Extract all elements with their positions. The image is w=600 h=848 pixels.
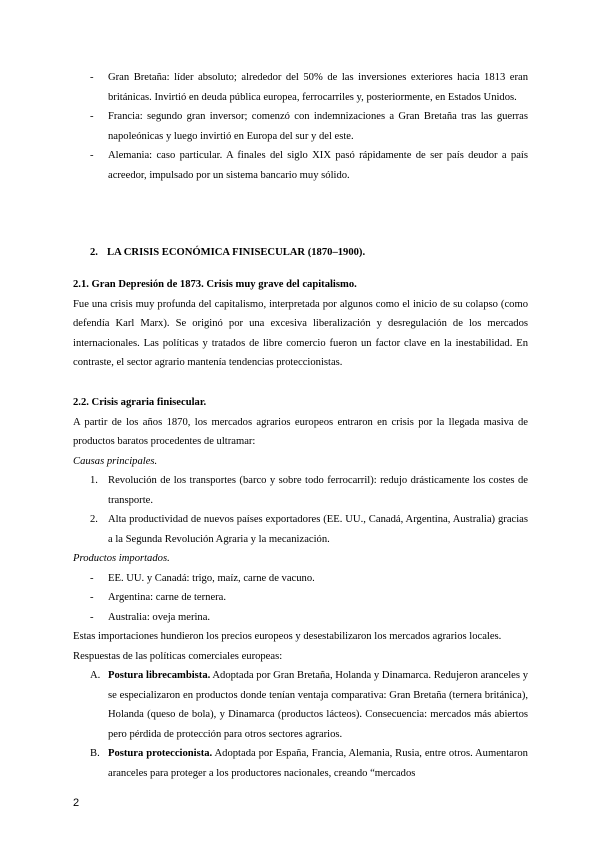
subsection-heading: 2.1. Gran Depresión de 1873. Crisis muy grave del capitalismo.: [73, 279, 357, 290]
list-item: 2. Alta productividad de nuevos países exportadores (EE. UU., Canadá, Argentina, Australia) gracias a la Segunda Revolución Agraria y la mecanización.: [73, 510, 528, 549]
dash-marker: -: [90, 611, 94, 623]
causes-label: Causas principales.: [73, 455, 158, 467]
dash-marker: -: [90, 150, 94, 161]
policy-title: Postura librecambista.: [108, 670, 211, 681]
list-item: A. Postura librecambista. Adoptada por Gran Bretaña, Holanda y Dinamarca. Redujeron aranceles y se especializaron en productos donde tenían ventaja comparativa: Gran Bretaña (ternera británica), Holanda (queso de bola), y Dinamarca (productos lácteos). Consecuencia: mercados más abiertos pero pérdida de protección para otros sectores agrarios.: [73, 666, 528, 744]
list-marker: 1.: [90, 475, 98, 486]
section-title: LA CRISIS ECONÓMICA FINISECULAR (1870–1900).: [107, 247, 366, 258]
list-marker: B.: [90, 748, 100, 759]
list-item: - Australia: oveja merina.: [73, 608, 528, 628]
list-item: - Argentina: carne de ternera.: [73, 588, 528, 608]
products-label: Productos importados.: [73, 553, 170, 564]
section-heading: [90, 243, 365, 262]
list-item: - Gran Bretaña: líder absoluto; alrededor del 50% de las inversiones exteriores hacia 1813 eran británicas. Invirtió en deuda pública europea, ferrocarriles y, posteriormente, en Estados Unidos.: [90, 68, 528, 107]
subsection-2-1: [73, 275, 528, 373]
list-item: B. Postura proteccionista. Adoptada por España, Francia, Alemania, Rusia, entre otros. Aumentaron aranceles para proteger a los productores nacionales, creando “mercados: [73, 744, 528, 783]
list-item: 1. Revolución de los transportes (barco y sobre todo ferrocarril): redujo drásticamente los costes de transporte.: [73, 471, 528, 510]
products-list: [73, 569, 528, 628]
paragraph: A partir de los años 1870, los mercados agrarios europeos entraron en crisis por la llegada masiva de productos baratos procedentes de ultramar:: [73, 416, 528, 447]
section-number: 2.: [90, 247, 98, 258]
policies-list: [73, 666, 528, 783]
list-item: - EE. UU. y Canadá: trigo, maíz, carne de vacuno.: [73, 569, 528, 589]
paragraph: Estas importaciones hundieron los precios europeos y desestabilizaron los mercados agrarios locales.: [73, 631, 502, 642]
policy-title: Postura proteccionista.: [108, 748, 213, 759]
investors-list: [90, 68, 528, 185]
page-number: 2: [73, 797, 80, 809]
paragraph: Fue una crisis muy profunda del capitalismo, interpretada por algunos como el inicio de su colapso (como defendía Karl Marx). Se originó por una excesiva liberalización y desregulación de los mercados internacionales. Las políticas y tratados de libre comercio fueron un factor clave en la inestabilidad. En contraste, el sector agrario mantenía tendencias proteccionistas.: [73, 298, 528, 368]
dash-marker: -: [90, 592, 94, 603]
responses-label: Respuestas de las políticas comerciales europeas:: [73, 650, 283, 662]
subsection-2-2: [73, 393, 528, 783]
dash-marker: -: [90, 572, 94, 584]
list-marker: A.: [90, 670, 101, 681]
dash-marker: -: [90, 111, 94, 122]
causes-list: [73, 471, 528, 549]
dash-marker: -: [90, 72, 94, 83]
list-item: - Francia: segundo gran inversor; comenzó con indemnizaciones a Gran Bretaña tras las guerras napoleónicas y luego invirtió en Europa del sur y del este.: [90, 107, 528, 146]
list-marker: 2.: [90, 514, 98, 525]
subsection-heading: 2.2. Crisis agraria finisecular.: [73, 397, 207, 408]
list-item: - Alemania: caso particular. A finales del siglo XIX pasó rápidamente de ser país deudor a país acreedor, impulsado por un sistema bancario muy sólido.: [90, 146, 528, 185]
